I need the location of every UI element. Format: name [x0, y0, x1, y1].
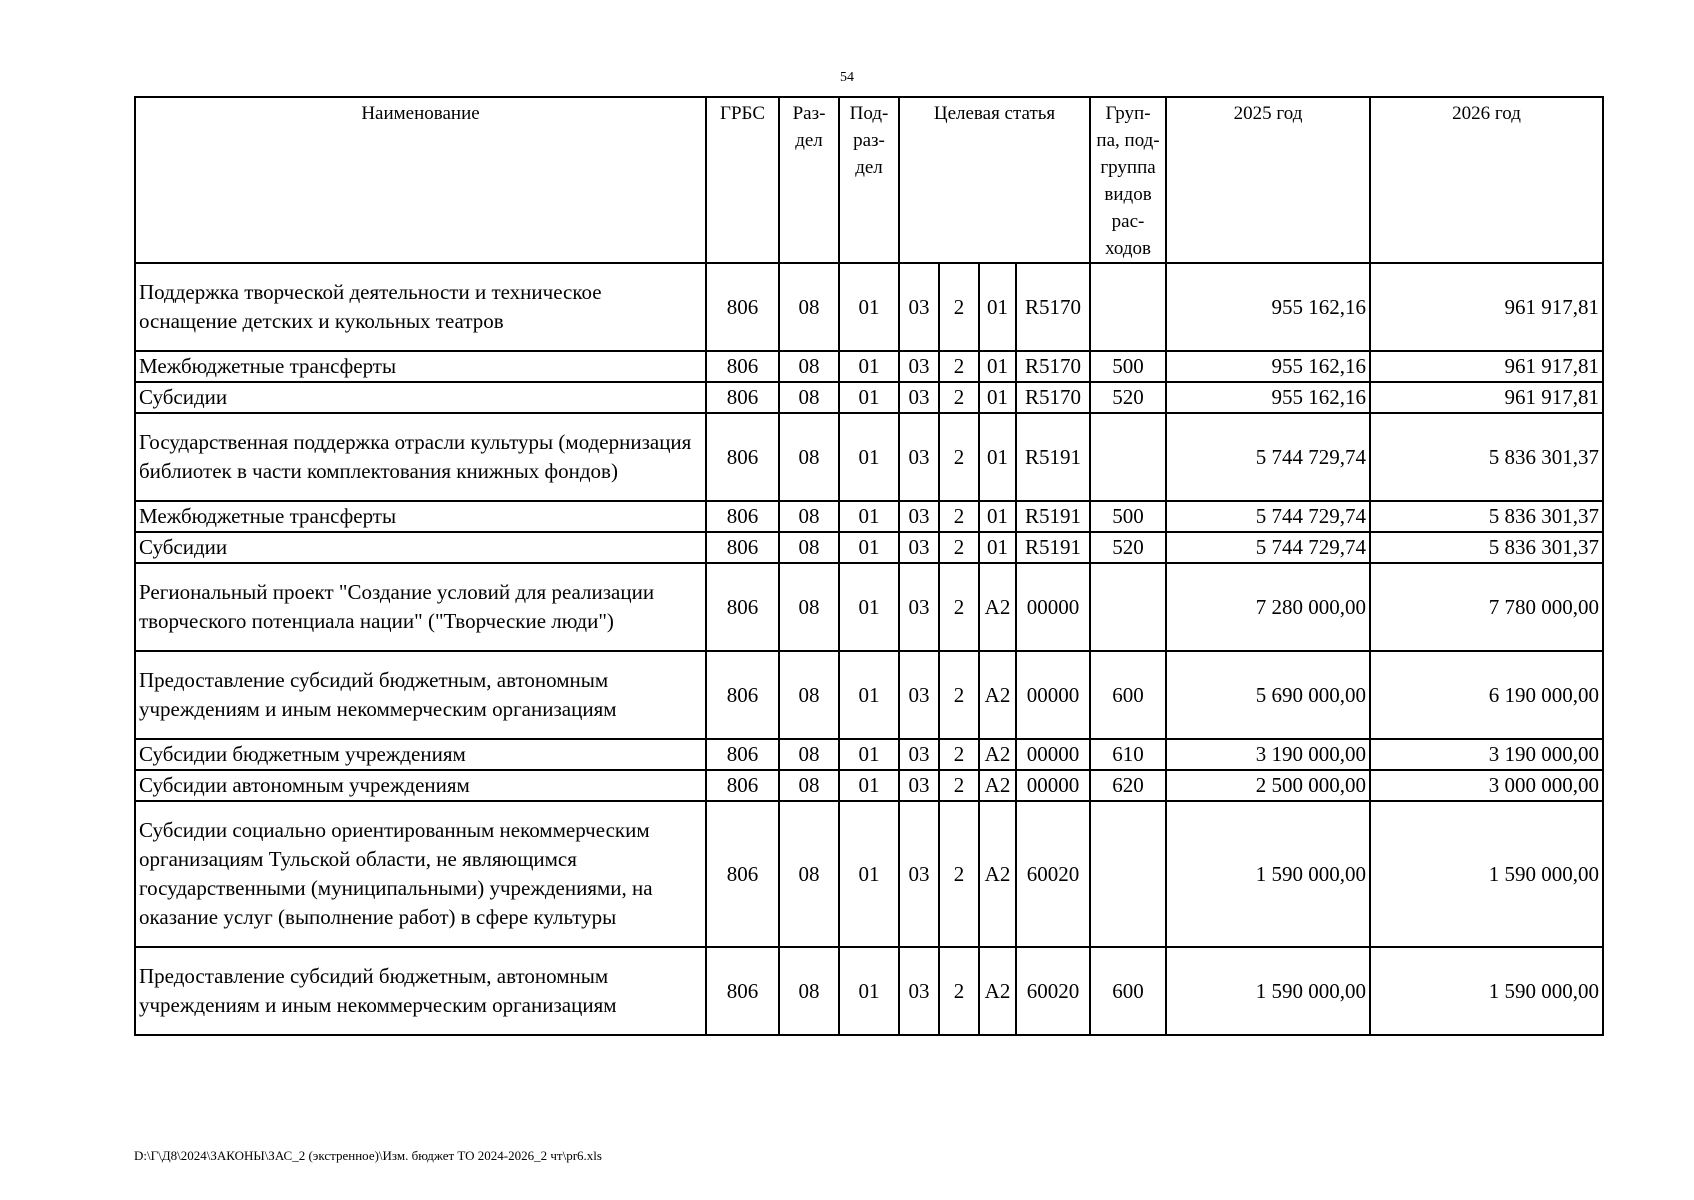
amount-2025-cell: 955 162,16 — [1166, 351, 1370, 382]
amount-2025-cell: 5 744 729,74 — [1166, 532, 1370, 563]
amount-2026-cell: 961 917,81 — [1370, 263, 1603, 351]
table-row — [135, 501, 1603, 532]
amount-2025-cell: 955 162,16 — [1166, 263, 1370, 351]
amount-2025-cell: 1 590 000,00 — [1166, 801, 1370, 947]
grbs-cell: 806 — [706, 351, 779, 382]
amount-2026-cell: 3 190 000,00 — [1370, 739, 1603, 770]
expense-group-cell: 520 — [1090, 382, 1166, 413]
expense-group-cell — [1090, 801, 1166, 947]
target-direction-cell: 00000 — [1016, 651, 1090, 739]
target-type-cell: 2 — [939, 413, 979, 501]
target-program-cell: 03 — [899, 351, 939, 382]
amount-2026-cell: 7 780 000,00 — [1370, 563, 1603, 651]
amount-2025-cell: 5 744 729,74 — [1166, 413, 1370, 501]
target-direction-cell: R5170 — [1016, 351, 1090, 382]
row-name: Субсидии автономным учреждениям — [135, 770, 706, 801]
target-direction-cell: 00000 — [1016, 563, 1090, 651]
header-2026: 2026 год — [1370, 97, 1603, 263]
razdel-cell: 08 — [779, 947, 839, 1035]
podrazdel-cell: 01 — [839, 947, 899, 1035]
grbs-cell: 806 — [706, 382, 779, 413]
razdel-cell: 08 — [779, 351, 839, 382]
target-type-cell: 2 — [939, 563, 979, 651]
table-row — [135, 382, 1603, 413]
podrazdel-cell: 01 — [839, 382, 899, 413]
table-row — [135, 770, 1603, 801]
amount-2026-cell: 3 000 000,00 — [1370, 770, 1603, 801]
target-type-cell: 2 — [939, 532, 979, 563]
target-subprogram-cell: 01 — [979, 532, 1016, 563]
amount-2026-cell: 1 590 000,00 — [1370, 801, 1603, 947]
grbs-cell: 806 — [706, 413, 779, 501]
row-name: Предоставление субсидий бюджетным, автономным учреждениям и иным некоммерческим организациям — [135, 651, 706, 739]
target-subprogram-cell: 01 — [979, 382, 1016, 413]
target-direction-cell: 60020 — [1016, 801, 1090, 947]
target-subprogram-cell: А2 — [979, 947, 1016, 1035]
table-row — [135, 947, 1603, 1035]
amount-2026-cell: 961 917,81 — [1370, 351, 1603, 382]
page-number: 54 — [840, 70, 854, 85]
podrazdel-cell: 01 — [839, 413, 899, 501]
razdel-cell: 08 — [779, 770, 839, 801]
table-row — [135, 351, 1603, 382]
amount-2026-cell: 5 836 301,37 — [1370, 413, 1603, 501]
target-direction-cell: 60020 — [1016, 947, 1090, 1035]
grbs-cell: 806 — [706, 651, 779, 739]
amount-2025-cell: 5 690 000,00 — [1166, 651, 1370, 739]
header-2025: 2025 год — [1166, 97, 1370, 263]
row-name: Субсидии — [135, 532, 706, 563]
target-subprogram-cell: А2 — [979, 801, 1016, 947]
podrazdel-cell: 01 — [839, 501, 899, 532]
target-direction-cell: R5191 — [1016, 413, 1090, 501]
podrazdel-cell: 01 — [839, 801, 899, 947]
expense-group-cell — [1090, 263, 1166, 351]
table-row — [135, 651, 1603, 739]
podrazdel-cell: 01 — [839, 351, 899, 382]
target-subprogram-cell: А2 — [979, 770, 1016, 801]
row-name: Субсидии социально ориентированным некоммерческим организациям Тульской области, не являющимся государственными (муниципальными) учреждениями, на оказание услуг (выполнение работ) в сфере культуры — [135, 801, 706, 947]
podrazdel-cell: 01 — [839, 563, 899, 651]
expense-group-cell: 520 — [1090, 532, 1166, 563]
razdel-cell: 08 — [779, 563, 839, 651]
razdel-cell: 08 — [779, 382, 839, 413]
expense-group-cell — [1090, 563, 1166, 651]
table-row — [135, 563, 1603, 651]
amount-2026-cell: 961 917,81 — [1370, 382, 1603, 413]
header-grbs: ГРБС — [706, 97, 779, 263]
expense-group-cell: 500 — [1090, 351, 1166, 382]
amount-2026-cell: 1 590 000,00 — [1370, 947, 1603, 1035]
target-direction-cell: R5170 — [1016, 263, 1090, 351]
expense-group-cell: 500 — [1090, 501, 1166, 532]
podrazdel-cell: 01 — [839, 739, 899, 770]
expense-group-cell: 610 — [1090, 739, 1166, 770]
budget-table — [134, 96, 1604, 1036]
row-name: Предоставление субсидий бюджетным, автономным учреждениям и иным некоммерческим организациям — [135, 947, 706, 1035]
header-group: Груп- па, под- группа видов рас- ходов — [1090, 97, 1166, 263]
header-razdel: Раз- дел — [779, 97, 839, 263]
target-subprogram-cell: 01 — [979, 413, 1016, 501]
razdel-cell: 08 — [779, 413, 839, 501]
target-subprogram-cell: А2 — [979, 739, 1016, 770]
header-target: Целевая статья — [899, 97, 1090, 263]
expense-group-cell: 620 — [1090, 770, 1166, 801]
target-type-cell: 2 — [939, 501, 979, 532]
expense-group-cell: 600 — [1090, 947, 1166, 1035]
amount-2026-cell: 6 190 000,00 — [1370, 651, 1603, 739]
target-direction-cell: R5191 — [1016, 532, 1090, 563]
grbs-cell: 806 — [706, 263, 779, 351]
target-program-cell: 03 — [899, 770, 939, 801]
target-type-cell: 2 — [939, 801, 979, 947]
target-program-cell: 03 — [899, 651, 939, 739]
table-row — [135, 801, 1603, 947]
target-direction-cell: 00000 — [1016, 770, 1090, 801]
razdel-cell: 08 — [779, 801, 839, 947]
target-program-cell: 03 — [899, 413, 939, 501]
header-row — [135, 97, 1603, 263]
podrazdel-cell: 01 — [839, 532, 899, 563]
expense-group-cell — [1090, 413, 1166, 501]
row-name: Межбюджетные трансферты — [135, 351, 706, 382]
target-direction-cell: 00000 — [1016, 739, 1090, 770]
target-type-cell: 2 — [939, 263, 979, 351]
table-row — [135, 413, 1603, 501]
amount-2025-cell: 5 744 729,74 — [1166, 501, 1370, 532]
razdel-cell: 08 — [779, 532, 839, 563]
row-name: Поддержка творческой деятельности и техническое оснащение детских и кукольных театров — [135, 263, 706, 351]
target-program-cell: 03 — [899, 739, 939, 770]
razdel-cell: 08 — [779, 739, 839, 770]
razdel-cell: 08 — [779, 263, 839, 351]
table-row — [135, 532, 1603, 563]
grbs-cell: 806 — [706, 947, 779, 1035]
row-name: Государственная поддержка отрасли культуры (модернизация библиотек в части комплектования книжных фондов) — [135, 413, 706, 501]
amount-2025-cell: 3 190 000,00 — [1166, 739, 1370, 770]
target-type-cell: 2 — [939, 651, 979, 739]
amount-2026-cell: 5 836 301,37 — [1370, 501, 1603, 532]
target-subprogram-cell: А2 — [979, 563, 1016, 651]
podrazdel-cell: 01 — [839, 651, 899, 739]
expense-group-cell: 600 — [1090, 651, 1166, 739]
grbs-cell: 806 — [706, 801, 779, 947]
amount-2025-cell: 1 590 000,00 — [1166, 947, 1370, 1035]
table-row — [135, 739, 1603, 770]
target-program-cell: 03 — [899, 532, 939, 563]
target-direction-cell: R5191 — [1016, 501, 1090, 532]
amount-2026-cell: 5 836 301,37 — [1370, 532, 1603, 563]
row-name: Региональный проект "Создание условий для реализации творческого потенциала нации" ("Творческие люди") — [135, 563, 706, 651]
target-subprogram-cell: 01 — [979, 501, 1016, 532]
target-program-cell: 03 — [899, 947, 939, 1035]
header-name: Наименование — [135, 97, 706, 263]
razdel-cell: 08 — [779, 501, 839, 532]
amount-2025-cell: 2 500 000,00 — [1166, 770, 1370, 801]
target-program-cell: 03 — [899, 382, 939, 413]
amount-2025-cell: 7 280 000,00 — [1166, 563, 1370, 651]
target-subprogram-cell: 01 — [979, 263, 1016, 351]
target-type-cell: 2 — [939, 739, 979, 770]
target-type-cell: 2 — [939, 770, 979, 801]
target-type-cell: 2 — [939, 382, 979, 413]
target-program-cell: 03 — [899, 263, 939, 351]
target-program-cell: 03 — [899, 801, 939, 947]
razdel-cell: 08 — [779, 651, 839, 739]
target-type-cell: 2 — [939, 947, 979, 1035]
target-program-cell: 03 — [899, 501, 939, 532]
grbs-cell: 806 — [706, 739, 779, 770]
target-direction-cell: R5170 — [1016, 382, 1090, 413]
grbs-cell: 806 — [706, 501, 779, 532]
target-type-cell: 2 — [939, 351, 979, 382]
table-row — [135, 263, 1603, 351]
grbs-cell: 806 — [706, 770, 779, 801]
podrazdel-cell: 01 — [839, 263, 899, 351]
podrazdel-cell: 01 — [839, 770, 899, 801]
target-program-cell: 03 — [899, 563, 939, 651]
file-path-footer: D:\Г\Д8\2024\ЗАКОНЫ\ЗАС_2 (экстренное)\Изм. бюджет ТО 2024-2026_2 чт\pr6.xls — [134, 1148, 602, 1163]
amount-2025-cell: 955 162,16 — [1166, 382, 1370, 413]
grbs-cell: 806 — [706, 563, 779, 651]
row-name: Межбюджетные трансферты — [135, 501, 706, 532]
row-name: Субсидии — [135, 382, 706, 413]
grbs-cell: 806 — [706, 532, 779, 563]
target-subprogram-cell: 01 — [979, 351, 1016, 382]
header-podrazdel: Под- раз- дел — [839, 97, 899, 263]
target-subprogram-cell: А2 — [979, 651, 1016, 739]
row-name: Субсидии бюджетным учреждениям — [135, 739, 706, 770]
